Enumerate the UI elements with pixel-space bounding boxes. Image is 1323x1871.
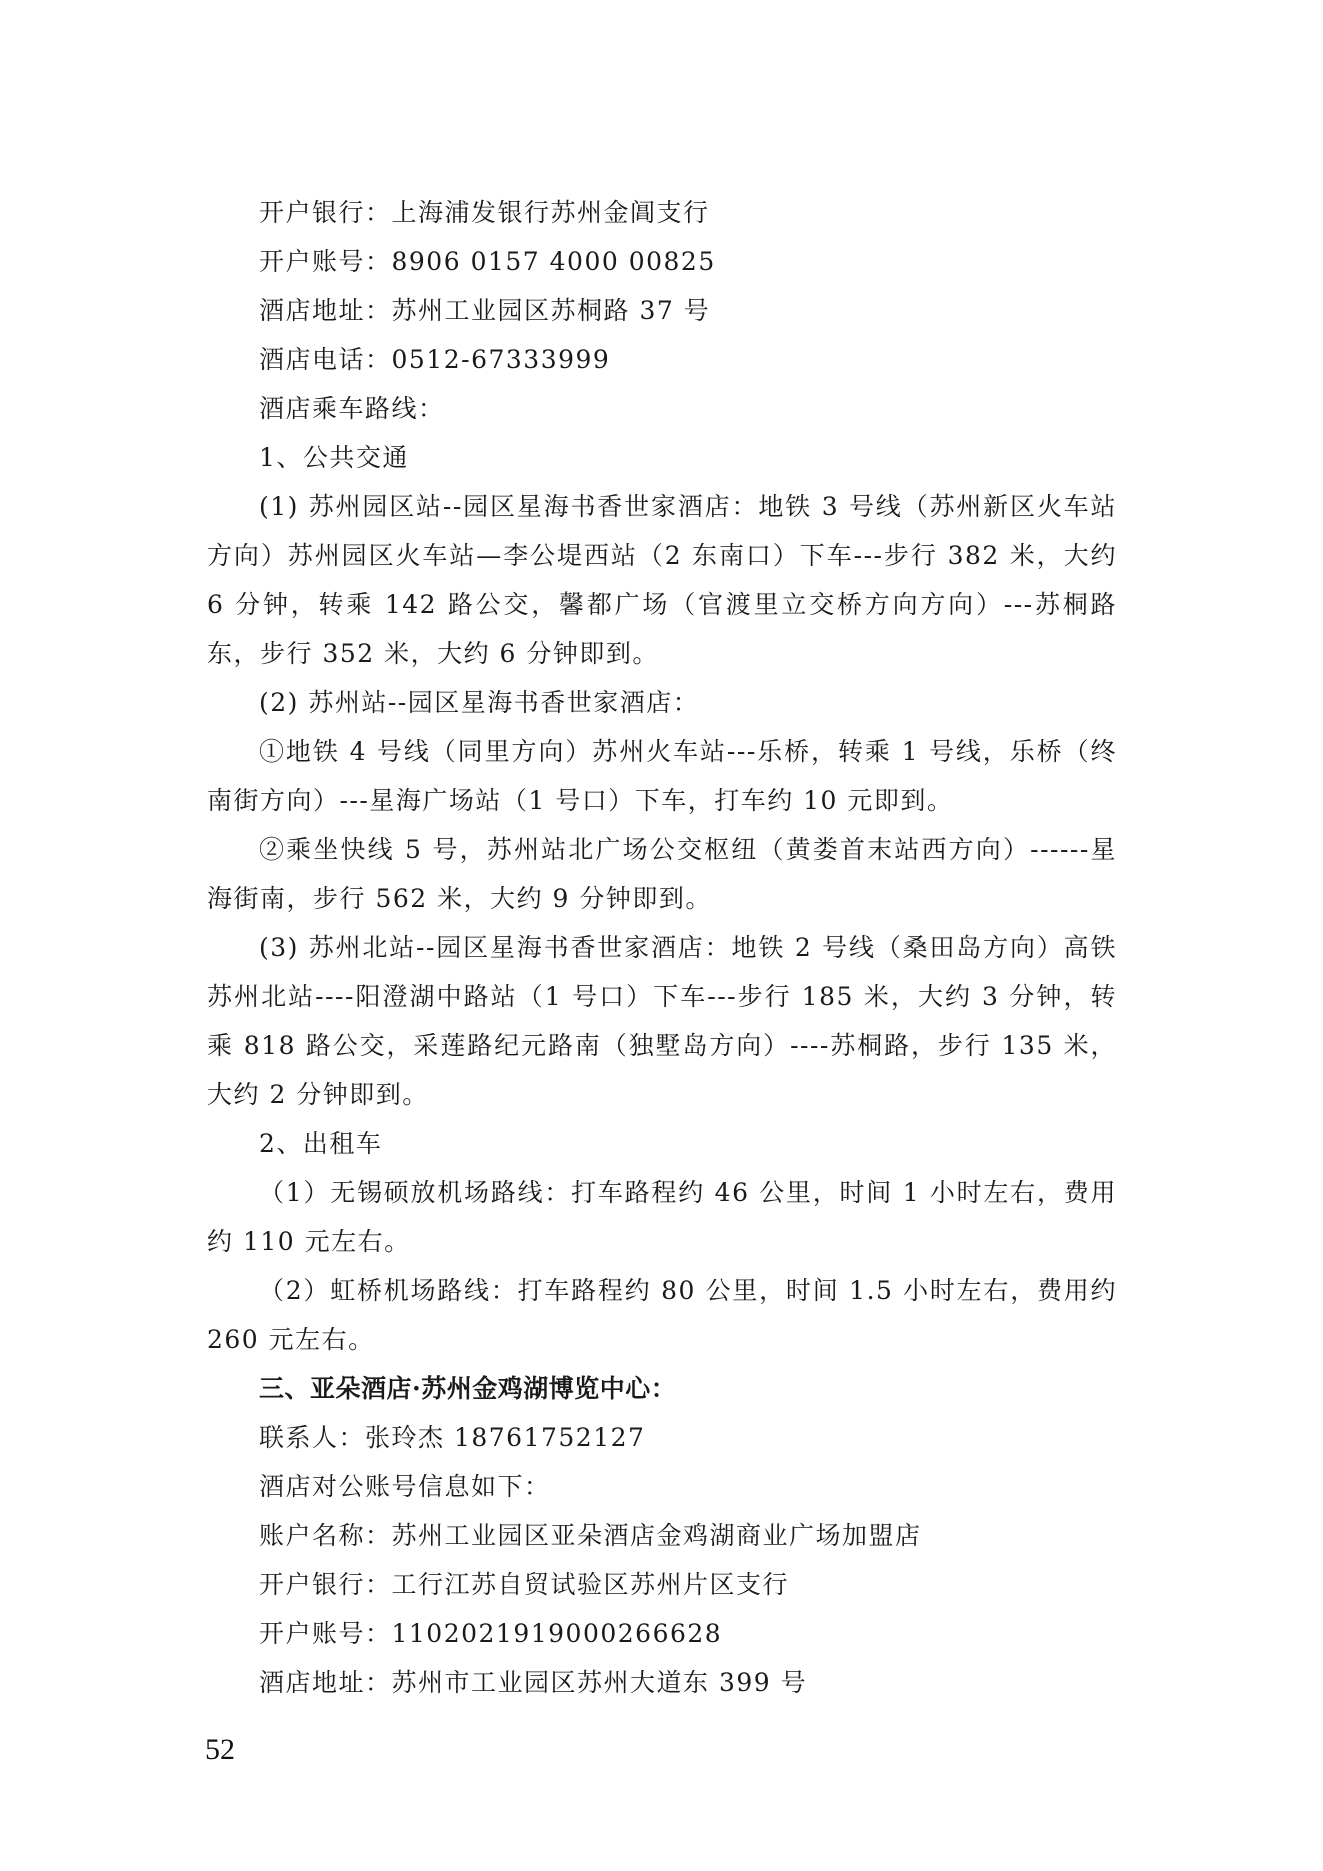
account-number-line-2: 开户账号：1102021919000266628 [259, 1619, 723, 1648]
route-paragraph-1: (1) 苏州园区站--园区星海书香世家酒店：地铁 3 号线（苏州新区火车站方向）苏州园区火车站—李公堤西站（2 东南口）下车---步行 382 米，大约 6 分钟，转乘 142 路公交，馨都广场（官渡里立交桥方向方向）---苏桐路东，步行 352 米，大约 6 分钟即到。 [207, 492, 1117, 668]
document-body [207, 188, 1117, 1707]
contact-line: 联系人：张玲杰 18761752127 [259, 1423, 646, 1452]
account-name-line: 账户名称：苏州工业园区亚朵酒店金鸡湖商业广场加盟店 [259, 1521, 922, 1550]
account-info-heading: 酒店对公账号信息如下： [259, 1472, 551, 1501]
route-paragraph-2a: ①地铁 4 号线（同里方向）苏州火车站---乐桥，转乘 1 号线，乐桥（终南街方向）---星海广场站（1 号口）下车，打车约 10 元即到。 [207, 737, 1117, 815]
hotel-address-line: 酒店地址：苏州工业园区苏桐路 37 号 [259, 296, 711, 325]
hotel-phone-line: 酒店电话：0512-67333999 [259, 345, 611, 374]
bank-name-line: 开户银行：上海浦发银行苏州金阊支行 [259, 198, 710, 227]
bank-name-line-2: 开户银行：工行江苏自贸试验区苏州片区支行 [259, 1570, 790, 1599]
taxi-paragraph-1: （1）无锡硕放机场路线：打车路程约 46 公里，时间 1 小时左右，费用约 110 元左右。 [207, 1178, 1117, 1256]
route-paragraph-2b: ②乘坐快线 5 号，苏州站北广场公交枢纽（黄娄首末站西方向）------星海街南，步行 562 米，大约 9 分钟即到。 [207, 835, 1117, 913]
hotel-address-line-2: 酒店地址：苏州市工业园区苏州大道东 399 号 [259, 1668, 808, 1697]
account-number-line: 开户账号：8906 0157 4000 00825 [259, 247, 716, 276]
page-number: 52 [205, 1733, 235, 1766]
public-transit-heading: 1、公共交通 [259, 443, 409, 472]
route-paragraph-2: (2) 苏州站--园区星海书香世家酒店： [259, 688, 700, 717]
taxi-paragraph-2: （2）虹桥机场路线：打车路程约 80 公里，时间 1.5 小时左右，费用约 260 元左右。 [207, 1276, 1117, 1354]
route-heading: 酒店乘车路线： [259, 394, 445, 423]
taxi-heading: 2、出租车 [259, 1129, 383, 1158]
section-3-heading: 三、亚朵酒店·苏州金鸡湖博览中心： [259, 1374, 677, 1403]
route-paragraph-3: (3) 苏州北站--园区星海书香世家酒店：地铁 2 号线（桑田岛方向）高铁苏州北站----阳澄湖中路站（1 号口）下车---步行 185 米，大约 3 分钟，转乘 818 路公交，采莲路纪元路南（独墅岛方向）----苏桐路，步行 135 米，大约 2 分钟即到。 [207, 933, 1117, 1109]
